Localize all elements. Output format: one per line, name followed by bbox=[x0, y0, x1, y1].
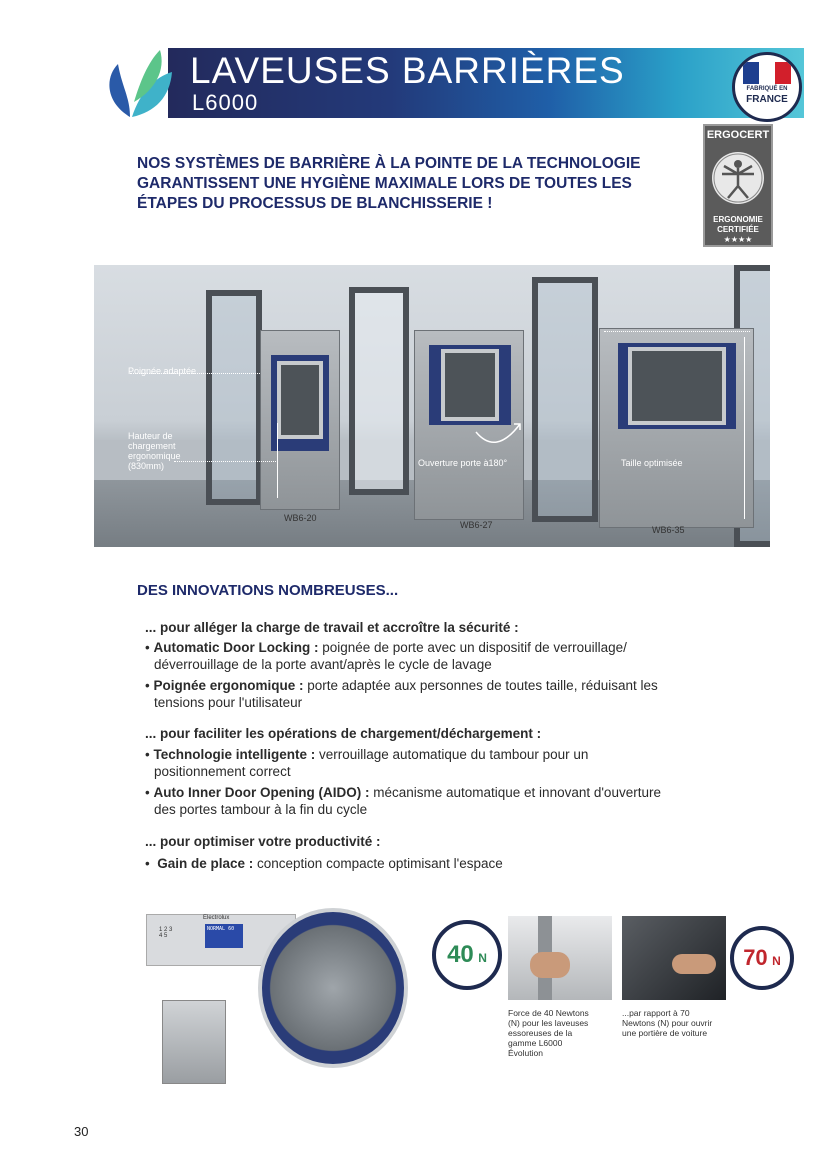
badge-small-text: FABRIQUÉ EN bbox=[746, 86, 788, 92]
caption-line: Force de 40 Newtons bbox=[508, 1008, 589, 1018]
item-text: verrouillage automatique du tambour pour un bbox=[315, 747, 589, 762]
panel-button[interactable]: 1 bbox=[159, 927, 163, 933]
list-item: • Automatic Door Locking : poignée de porte avec un dispositif de verrouillage/ déverrouillage de la porte avant/après le cycle de lavage bbox=[145, 639, 745, 673]
caption-40n bbox=[508, 1008, 589, 1058]
list-item: • Auto Inner Door Opening (AIDO) : mécanisme automatique et innovant d'ouverture des portes tambour à la fin du cycle bbox=[145, 784, 745, 818]
model-label: WB6-35 bbox=[652, 525, 685, 535]
label-height-line: Hauteur de bbox=[128, 431, 173, 441]
force-unit: N bbox=[772, 954, 781, 968]
caption-line: ...par rapport à 70 bbox=[622, 1008, 690, 1018]
handle-photo bbox=[508, 916, 612, 1000]
badge-big-text: FRANCE bbox=[746, 94, 788, 105]
rotation-arrow-icon bbox=[472, 420, 524, 450]
ergocert-badge bbox=[703, 124, 773, 247]
washer-wb6-35 bbox=[599, 328, 754, 528]
label-handle: Poignée adaptée bbox=[128, 366, 197, 376]
item-term: Technologie intelligente : bbox=[153, 747, 316, 762]
group-heading: ... pour faciliter les opérations de chargement/déchargement : bbox=[145, 726, 542, 741]
group-heading: ... pour optimiser votre productivité : bbox=[145, 834, 381, 849]
item-term: Auto Inner Door Opening (AIDO) : bbox=[153, 785, 370, 800]
list-item: • Gain de place : conception compacte optimisant l'espace bbox=[145, 856, 503, 871]
label-door-opening: Ouverture porte à180° bbox=[418, 458, 508, 468]
glass-door bbox=[206, 290, 262, 505]
machine-brand: Electrolux bbox=[203, 915, 230, 921]
height-arrow bbox=[277, 423, 278, 498]
innovations-title: DES INNOVATIONS NOMBREUSES... bbox=[137, 582, 399, 599]
label-height-line: (830mm) bbox=[128, 461, 165, 471]
intro-line: ÉTAPES DU PROCESSUS DE BLANCHISSERIE ! bbox=[137, 195, 493, 212]
glass-door bbox=[349, 287, 409, 495]
washer-wb6-20 bbox=[260, 330, 340, 510]
ergocert-stars: ★★★★ bbox=[723, 235, 753, 244]
panel-button[interactable]: 2 bbox=[164, 927, 168, 933]
caption-line: (N) pour les laveuses bbox=[508, 1018, 589, 1028]
force-value: 70 bbox=[743, 945, 768, 970]
label-height-line: chargement bbox=[128, 441, 176, 451]
panel-button[interactable]: 3 bbox=[169, 927, 173, 933]
item-term: Automatic Door Locking : bbox=[153, 640, 319, 655]
list-item: • Poignée ergonomique : porte adaptée aux personnes de toutes taille, réduisant les tensions pour l'utilisateur bbox=[145, 677, 745, 711]
ergocert-line1: ERGONOMIE bbox=[713, 215, 763, 224]
small-washer bbox=[162, 1000, 226, 1084]
vitruvian-man-icon bbox=[712, 152, 764, 204]
item-text: des portes tambour à la fin du cycle bbox=[154, 802, 368, 817]
intro-line: NOS SYSTÈMES DE BARRIÈRE À LA POINTE DE LA TECHNOLOGIE bbox=[137, 155, 641, 172]
leaf-logo-icon bbox=[100, 42, 180, 122]
french-flag-icon bbox=[743, 62, 791, 84]
panel-button[interactable]: 4 bbox=[159, 933, 163, 939]
display-text: NORMAL 60 bbox=[207, 926, 235, 932]
force-40n-badge bbox=[432, 920, 502, 990]
item-text: positionnement correct bbox=[154, 764, 291, 779]
item-term: Gain de place : bbox=[157, 856, 254, 871]
ergocert-title: ERGOCERT bbox=[706, 129, 770, 141]
glass-door bbox=[532, 277, 598, 522]
panel-button[interactable]: 5 bbox=[164, 933, 168, 939]
label-height bbox=[128, 431, 181, 471]
car-door-photo bbox=[622, 916, 726, 1000]
intro-line: GARANTISSENT UNE HYGIÈNE MAXIMALE LORS DE TOUTES LES bbox=[137, 175, 632, 192]
list-item: • Technologie intelligente : verrouillage automatique du tambour pour un positionnement correct bbox=[145, 746, 745, 780]
force-70n-badge bbox=[730, 926, 794, 990]
label-height-line: ergonomique bbox=[128, 451, 181, 461]
ergocert-line2: CERTIFIÉE bbox=[717, 225, 759, 234]
hand-shape bbox=[530, 952, 570, 978]
item-text: déverrouillage de la porte avant/après le cycle de lavage bbox=[154, 657, 492, 672]
force-value: 40 bbox=[447, 941, 474, 968]
machine-closeup-photo bbox=[146, 908, 408, 1088]
label-size: Taille optimisée bbox=[621, 458, 683, 468]
callout-line bbox=[174, 461, 276, 462]
item-term: Poignée ergonomique : bbox=[153, 678, 304, 693]
product-photo bbox=[94, 265, 770, 547]
page-number: 30 bbox=[74, 1124, 89, 1139]
intro-heading bbox=[137, 154, 697, 214]
force-unit: N bbox=[478, 951, 487, 965]
width-line bbox=[604, 331, 750, 332]
panel-buttons bbox=[159, 927, 172, 939]
drum-circle bbox=[258, 908, 408, 1068]
page-subtitle: L6000 bbox=[192, 90, 259, 115]
item-text: tensions pour l'utilisateur bbox=[154, 695, 303, 710]
caption-70n bbox=[622, 1008, 712, 1038]
item-text: porte adaptée aux personnes de toutes taille, réduisant les bbox=[303, 678, 658, 693]
made-in-france-badge bbox=[732, 52, 802, 122]
item-text: mécanisme automatique et innovant d'ouverture bbox=[369, 785, 661, 800]
machine-display bbox=[205, 924, 243, 948]
item-text: conception compacte optimisant l'espace bbox=[253, 856, 503, 871]
model-label: WB6-27 bbox=[460, 520, 493, 530]
caption-line: essoreuses de la bbox=[508, 1028, 573, 1038]
caption-line: gamme L6000 bbox=[508, 1038, 563, 1048]
caption-line: une portière de voiture bbox=[622, 1028, 708, 1038]
item-text: poignée de porte avec un dispositif de verrouillage/ bbox=[318, 640, 627, 655]
page-title: LAVEUSES BARRIÈRES bbox=[190, 50, 625, 91]
caption-line: Évolution bbox=[508, 1048, 543, 1058]
group-heading: ... pour alléger la charge de travail et accroître la sécurité : bbox=[145, 620, 519, 635]
hand-shape bbox=[672, 954, 716, 974]
model-label: WB6-20 bbox=[284, 513, 317, 523]
width-marker bbox=[744, 337, 745, 519]
caption-line: Newtons (N) pour ouvrir bbox=[622, 1018, 713, 1028]
